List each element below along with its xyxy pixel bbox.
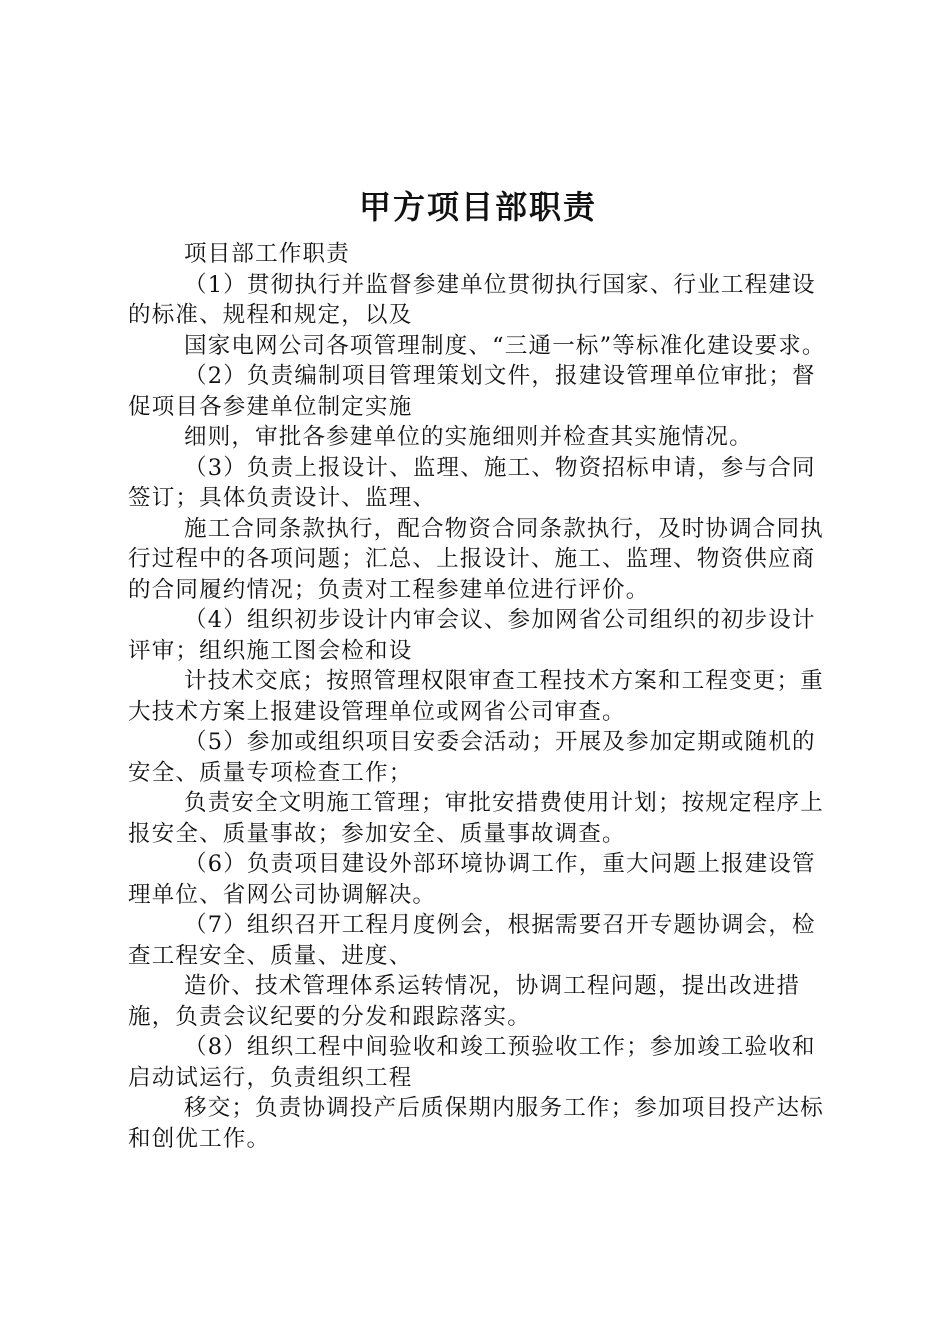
paragraph-item-7b: 造价、技术管理体系运转情况，协调工程问题，提出改进措施，负责会议纪要的分发和跟踪落实。 <box>128 973 801 1030</box>
paragraph-item-1b: 国家电网公司各项管理制度、“三通一标”等标准化建设要求。 <box>184 332 826 359</box>
paragraph-section-heading: 项目部工作职责 <box>184 241 350 267</box>
paragraph-item-8b: 移交；负责协调投产后质保期内服务工作；参加项目投产达标和创优工作。 <box>128 1095 824 1152</box>
document-page <box>128 183 828 1154</box>
paragraph-item-3a: （3）负责上报设计、监理、施工、物资招标申请，参与合同签订；具体负责设计、监理、 <box>128 454 816 511</box>
paragraph-item-2a: （2）负责编制项目管理策划文件，报建设管理单位审批；督促项目各参建单位制定实施 <box>128 363 816 420</box>
paragraph-item-7a: （7）组织召开工程月度例会，根据需要召开专题协调会，检查工程安全、质量、进度、 <box>128 912 816 969</box>
paragraph-item-5b: 负责安全文明施工管理；审批安措费使用计划；按规定程序上报安全、质量事故；参加安全、质量事故调查。 <box>128 790 824 847</box>
paragraph-item-1a: （1）贯彻执行并监督参建单位贯彻执行国家、行业工程建设的标准、规程和规定，以及 <box>128 271 816 328</box>
document-title: 甲方项目部职责 <box>358 188 597 226</box>
paragraph-item-3b: 施工合同条款执行，配合物资合同条款执行，及时协调合同执行过程中的各项问题；汇总、上报设计、施工、监理、物资供应商的合同履约情况；负责对工程参建单位进行评价。 <box>128 515 824 603</box>
paragraph-item-4a: （4）组织初步设计内审会议、参加网省公司组织的初步设计评审；组织施工图会检和设 <box>128 607 816 664</box>
paragraph-item-6: （6）负责项目建设外部环境协调工作，重大问题上报建设管理单位、省网公司协调解决。 <box>128 851 816 908</box>
paragraph-item-5a: （5）参加或组织项目安委会活动；开展及参加定期或随机的安全、质量专项检查工作； <box>128 729 816 786</box>
paragraph-item-4b: 计技术交底；按照管理权限审查工程技术方案和工程变更；重大技术方案上报建设管理单位或网省公司审查。 <box>128 668 824 725</box>
paragraph-item-8a: （8）组织工程中间验收和竣工预验收工作；参加竣工验收和启动试运行，负责组织工程 <box>128 1034 816 1091</box>
paragraph-item-2b: 细则，审批各参建单位的实施细则并检查其实施情况。 <box>184 424 753 450</box>
